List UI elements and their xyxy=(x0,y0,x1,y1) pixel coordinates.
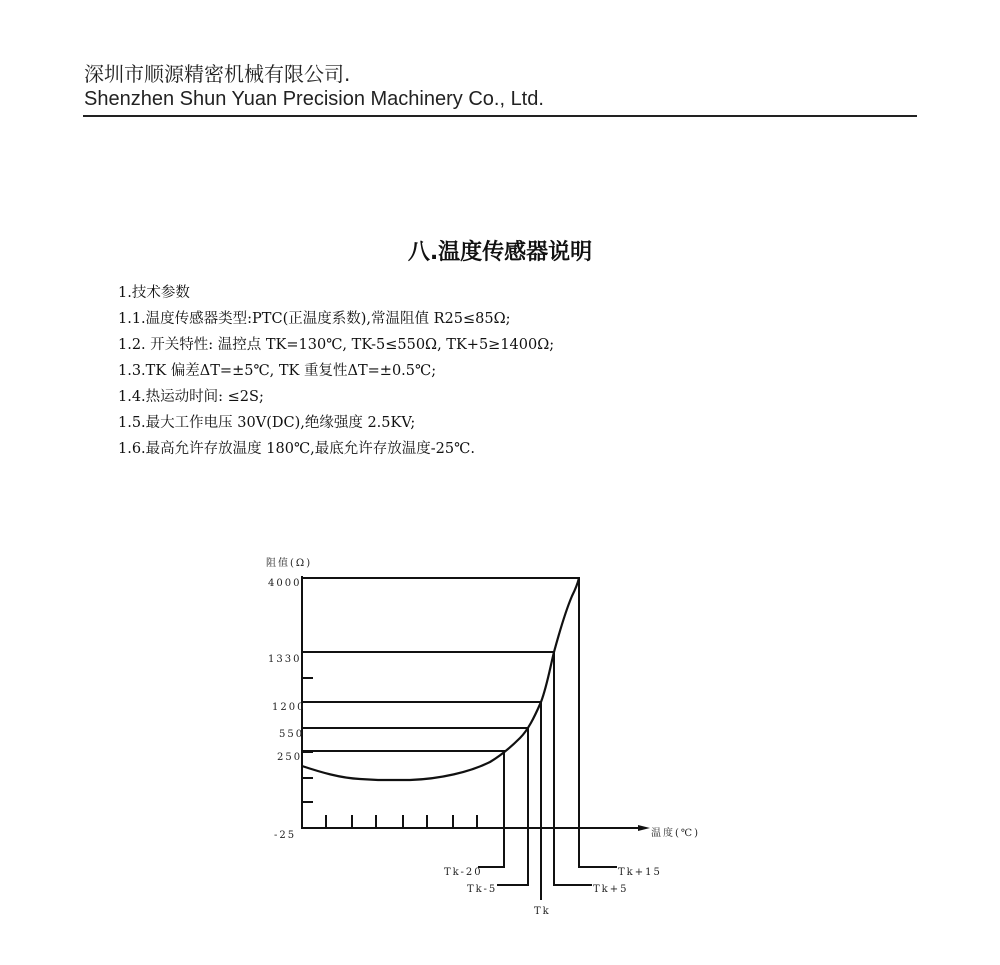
company-name-en: Shenzhen Shun Yuan Precision Machinery Co., Ltd. xyxy=(84,88,544,110)
spec-item: 1.6.最高允许存放温度 180℃,最底允许存放温度-25℃. xyxy=(118,441,475,457)
marker-label-tk+15: Tk+15 xyxy=(618,867,662,878)
x-ticks xyxy=(326,815,477,828)
spec-item: 1.2. 开关特性: 温控点 TK=130℃, TK-5≤550Ω, TK+5≥1400Ω; xyxy=(118,337,555,353)
x-axis-label: 温度(℃) xyxy=(651,828,700,839)
y-tick-label: 250 xyxy=(277,752,303,763)
spec-item: 1.技术参数 xyxy=(118,285,190,301)
marker-label-tk-5: Tk-5 xyxy=(467,884,498,895)
spec-item: 1.3.TK 偏差ΔT=±5℃, TK 重复性ΔT=±0.5℃; xyxy=(118,363,437,379)
y-tick-label: 550 xyxy=(279,729,305,740)
ref-line-4000 xyxy=(302,578,617,867)
company-name-cn: 深圳市顺源精密机械有限公司. xyxy=(84,62,351,86)
marker-label-tk: Tk xyxy=(534,906,551,917)
marker-label-tk+5: Tk+5 xyxy=(593,884,629,895)
y-tick-label: 4000 xyxy=(268,578,302,589)
resistance-curve xyxy=(302,578,579,780)
spec-item: 1.5.最大工作电压 30V(DC),绝缘强度 2.5KV; xyxy=(118,415,416,431)
y-minor-ticks xyxy=(302,678,313,802)
ref-line-1330 xyxy=(302,652,592,885)
ref-line-1200 xyxy=(302,702,541,900)
marker-label-tk-20: Tk-20 xyxy=(444,867,483,878)
y-tick-label: 1200 xyxy=(272,702,306,713)
spec-item: 1.1.温度传感器类型:PTC(正温度系数),常温阻值 R25≤85Ω; xyxy=(118,311,511,327)
y-axis-label: 阻值(Ω) xyxy=(266,558,313,569)
section-title: 八.温度传感器说明 xyxy=(407,240,593,265)
spec-item: 1.4.热运动时间: ≤2S; xyxy=(118,389,264,405)
x-axis-arrow xyxy=(638,825,650,831)
y-tick-label: -25 xyxy=(274,830,297,841)
y-tick-label: 1330 xyxy=(268,654,302,665)
